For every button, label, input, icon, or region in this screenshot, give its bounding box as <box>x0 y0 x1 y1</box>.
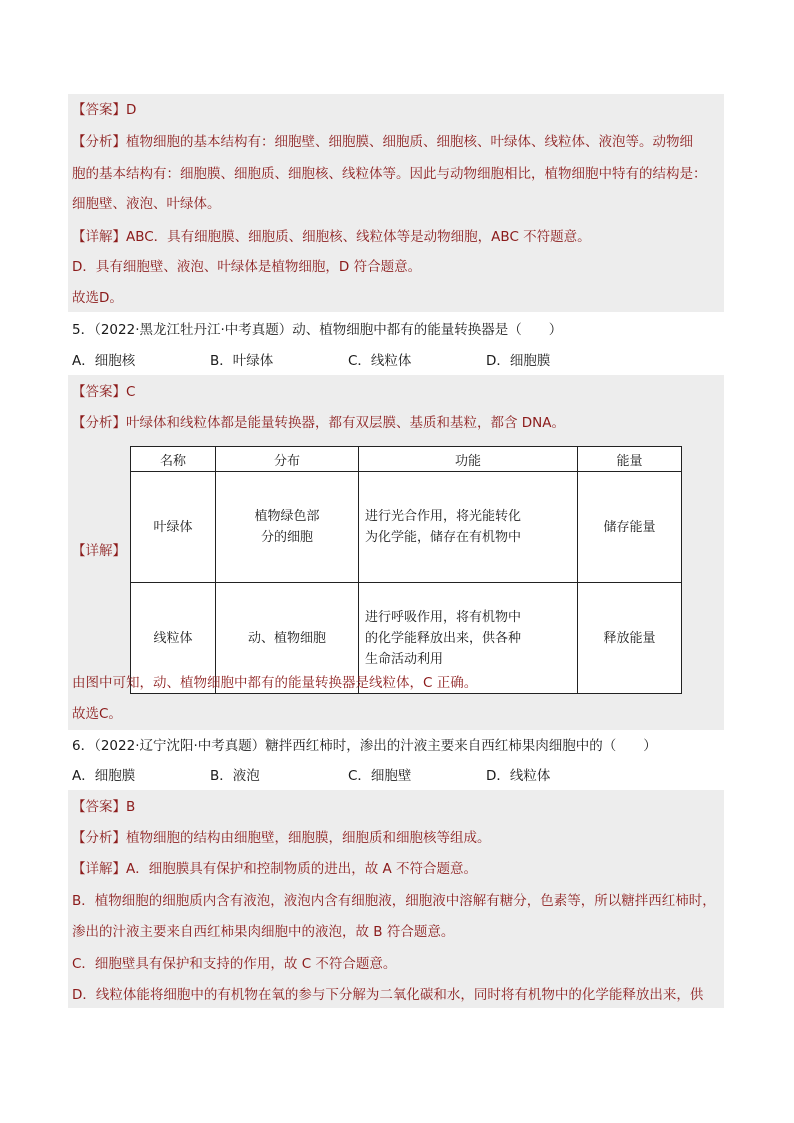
q4-detail: 【详解】ABC．具有细胞膜、细胞质、细胞核、线粒体等是动物细胞，ABC 不符题意。 <box>72 229 591 245</box>
cell-distribution: 植物绿色部 分的细胞 <box>216 472 359 583</box>
q6-option-d: D．线粒体 <box>486 768 551 784</box>
q5-option-a: A．细胞核 <box>72 353 136 369</box>
q4-analysis-line3: 细胞壁、液泡、叶绿体。 <box>72 196 221 212</box>
q6-option-b: B．液泡 <box>210 768 260 784</box>
q5-answer: 【答案】C <box>72 384 136 400</box>
cell-function: 进行光合作用，将光能转化 为化学能，储存在有机物中 <box>359 472 578 583</box>
q5-option-c: C．线粒体 <box>348 353 412 369</box>
q5-detail-line2: 故选C。 <box>72 706 122 722</box>
q5-detail-line1: 由图中可知，动、植物细胞中都有的能量转换器是线粒体，C 正确。 <box>72 675 478 691</box>
header-distribution: 分布 <box>216 447 359 472</box>
q5-option-b: B．叶绿体 <box>210 353 274 369</box>
q5-detail-tag: 【详解】 <box>72 543 126 559</box>
q5-analysis: 【分析】叶绿体和线粒体都是能量转换器，都有双层膜、基质和基粒，都含 DNA。 <box>72 415 566 431</box>
organelle-comparison-table <box>130 446 682 694</box>
cell-distribution: 动、植物细胞 <box>216 583 359 694</box>
q6-option-a: A．细胞膜 <box>72 768 136 784</box>
header-name: 名称 <box>131 447 216 472</box>
table-header-row <box>131 447 682 472</box>
cell-energy: 储存能量 <box>578 472 682 583</box>
q6-detail-line5: D．线粒体能将细胞中的有机物在氧的参与下分解为二氧化碳和水，同时将有机物中的化学能释放出来，供 <box>72 987 704 1003</box>
q6-analysis: 【分析】植物细胞的结构由细胞壁，细胞膜，细胞质和细胞核等组成。 <box>72 830 491 846</box>
header-function: 功能 <box>359 447 578 472</box>
cell-energy: 释放能量 <box>578 583 682 694</box>
q4-analysis-line2: 胞的基本结构有：细胞膜、细胞质、细胞核、线粒体等。因此与动物细胞相比，植物细胞中特有的结构是： <box>72 166 707 182</box>
q6-option-c: C．细胞壁 <box>348 768 412 784</box>
cell-name: 线粒体 <box>131 583 216 694</box>
q4-detail-line2: D．具有细胞壁、液泡、叶绿体是植物细胞，D 符合题意。 <box>72 259 422 275</box>
q5-option-d: D．细胞膜 <box>486 353 551 369</box>
q6-detail-line2: B．植物细胞的细胞质内含有液泡，液泡内含有细胞液，细胞液中溶解有糖分，色素等，所以糖拌西红柿时， <box>72 893 716 909</box>
q4-answer: 【答案】D <box>72 102 137 118</box>
q5-stem: 5．（2022·黑龙江牡丹江·中考真题）动、植物细胞中都有的能量转换器是（ ） <box>72 322 563 338</box>
q4-detail-line3: 故选D。 <box>72 290 123 306</box>
q6-answer: 【答案】B <box>72 799 136 815</box>
cell-function: 进行呼吸作用，将有机物中 的化学能释放出来，供各种 生命活动利用 <box>359 583 578 694</box>
q6-detail-line4: C．细胞壁具有保护和支持的作用，故 C 不符合题意。 <box>72 956 397 972</box>
q6-stem: 6．（2022·辽宁沈阳·中考真题）糖拌西红柿时，渗出的汁液主要来自西红柿果肉细胞中的（ ） <box>72 738 657 754</box>
q4-analysis: 【分析】植物细胞的基本结构有：细胞壁、细胞膜、细胞质、细胞核、叶绿体、线粒体、液泡等。动物细 <box>72 134 693 150</box>
q6-detail: 【详解】A．细胞膜具有保护和控制物质的进出，故 A 不符合题意。 <box>72 861 478 877</box>
q6-detail-line3: 渗出的汁液主要来自西红柿果肉细胞中的液泡，故 B 符合题意。 <box>72 924 455 940</box>
cell-name: 叶绿体 <box>131 472 216 583</box>
header-energy: 能量 <box>578 447 682 472</box>
table-row <box>131 472 682 583</box>
